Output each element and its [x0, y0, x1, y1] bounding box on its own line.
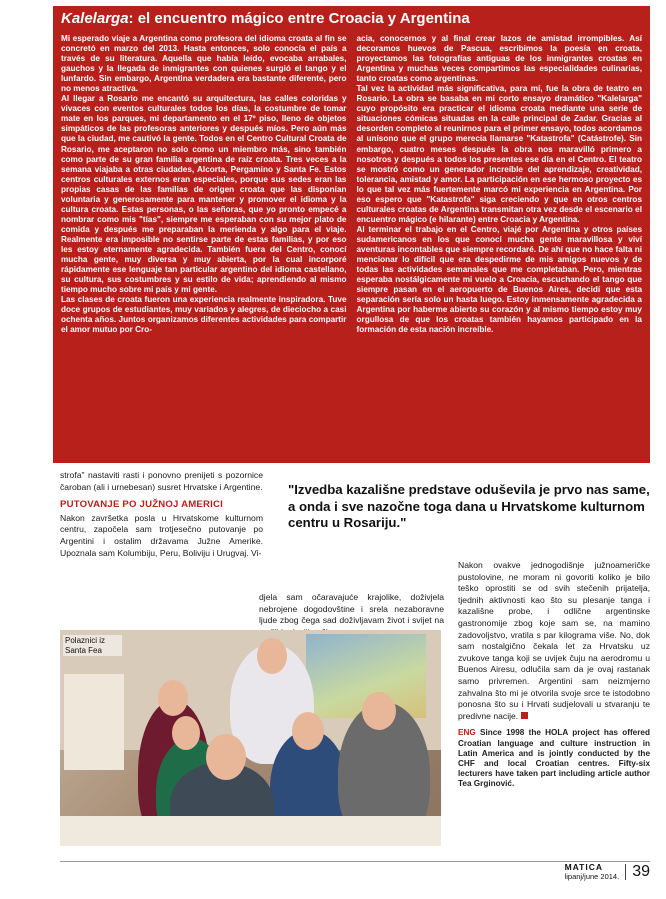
page-number: 39 — [632, 863, 650, 880]
english-summary — [458, 728, 650, 789]
box-title-italic: Kalelarga — [61, 10, 129, 27]
box-column-right — [357, 34, 643, 335]
box-paragraph: Al llegar a Rosario me encantó su arquitectura, las calles coloridas y vivaces con eventos culturales todos los días, la costumbre de tomar mate en los parques, mi departamento en el 17º piso, lleno de objetos simpáticos de las profesoras anteriores y después míos. Pero aún más que la ciudad, me cautivó la gente. Todos en el Centro Cultural Croata de Rosario, me aceptaron no solo como un miembro más, sino también como parte de su gran familia argentina de raíz croata. Tres veces a la semana viajaba a otras ciudades, Alcorta, Pergamino y Santa Fe. Estos centros culturales externos eran especiales, porque sus sedes eran las propias casas de las familias de origen croata que las disponían voluntaria y generosamente para mantener y promover el idioma y la cultura croata. Estas personas, o las señoras, que yo pronto empecé a nombrar como mis "tías", siempre me esperaban con su mejor plato de comida y después me preparaban la merienda y algo para el viaje. Realmente era imposible no sentirse parte de estas familias, y por eso les estoy eternamente agradecida. También fuera del Centro, conocí mucha gente, muy diversa y muy abierta, por la cual incorporé rápidamente ese lenguaje tan particular argentino del idioma castellano, su cultura, sus costumbres y su estilo de vida; aprendiendo al mismo tiempo mucho sobre mi país y mi gente. — [61, 94, 347, 295]
article-paragraph: strofa" nastaviti rasti i ponovno prenijeti s pozornice čaroban (ali i urnebesan) susret Hrvatske i Argentine. — [60, 470, 263, 492]
photo-caption: Polaznici iz Santa Fea — [63, 635, 122, 656]
spanish-article-box — [53, 6, 650, 463]
photo-face — [158, 680, 188, 716]
issue-date: lipanj/june 2014. — [564, 872, 620, 881]
photo-window — [64, 674, 124, 770]
article-paragraph: Nakon završetka posla u Hrvatskome kulturnom centru, započela sam trotjesečno putovanje po Argentini i ostalim državama Južne Amerike. Upoznala sam Kolumbiju, Peru, Boliviju i Urugvaj. Vi- — [60, 512, 263, 558]
eng-label: ENG — [458, 728, 476, 738]
article-column-1 — [60, 470, 263, 565]
footer-divider — [60, 861, 650, 862]
photo-face — [206, 734, 246, 780]
magazine-name: MATICA — [564, 862, 603, 872]
box-title — [61, 10, 642, 28]
footer-magazine — [565, 863, 620, 881]
box-paragraph: Mi esperado viaje a Argentina como profesora del idioma croata al fin se concretó en marzo del 2013. Hasta entonces, solo conocía el país a través de su literatura. Aquella que había leído, evocaba arrabales, gauchos y la llegada de inmigrantes con quienes surgió el tango y el lunfardo. Sin embargo, Argentina verdadera era bastante diferente, pero no menos atractiva. — [61, 34, 347, 94]
box-title-rest: : el encuentro mágico entre Croacia y Argentina — [128, 10, 470, 27]
article-paragraph: djela sam očaravajuće krajolike, doživjela nebrojene dogodovštine i srela nezaboravne ljude zbog čega sad doživljavam život i svijet na — [259, 592, 444, 626]
eng-summary-text: Since 1998 the HOLA project has offered Croatian language and culture instruction in Latin America and is jointly conducted by the CHF and local Croatian centres. Fifty-six lecturers have taken part including article author Tea Grginović. — [458, 728, 650, 789]
pull-quote: "Izvedba kazališne predstave oduševila je prvo nas same, a onda i sve nazočne toga dana u Hrvatskome kulturnom centru u Rosariju." — [288, 482, 650, 530]
box-paragraph: Las clases de croata fueron una experiencia realmente inspiradora. Tuve doce grupos de estudiantes, muy variados y alegres, de dieciocho a casi ochenta años. Juntos organizamos diferentes actividades para compartir el amor mutuo por Cro- — [61, 295, 347, 335]
photo-face — [362, 692, 396, 730]
article-column-3 — [458, 560, 650, 790]
photo-table — [60, 816, 441, 846]
page-footer — [565, 863, 650, 881]
box-columns — [61, 34, 642, 335]
box-paragraph: Tal vez la actividad más significativa, para mí, fue la obra de teatro en Rosario. La obra se basaba en mi corto ensayo dramático "Kalelarga" cuyo propósito era practicar el idioma croata mediante una serie de situaciones cómicas situadas en la calle principal de Zadar. Gracias al desorden completo al reunirnos para el primer ensayo, todos acordamos al unísono que el grupo merecía llamarse "Katastrofa" (Catástrofe). Sin embargo, cuatro meses después la obra nos maravilló primero a nosotros y después a todos los presentes ese día en el Centro. El teatro se mostró como un generador increíble del aprendizaje, creatividad, tolerancia, amistad y amor. La participación en ese hermoso proyecto es lo que tal vez más fuertemente marcó mi experiencia en Argentina. Por eso espero que "Katastrofa" siga creciendo y que en otros centros culturales croatas de Argentina transmitan otra vez desde el escenario el encuentro mágico (e hilarante) entre Croacia y Argentina. — [356, 84, 642, 224]
photo-face — [172, 716, 200, 750]
section-subheading: PUTOVANJE PO JUŽNOJ AMERICI — [60, 499, 224, 511]
box-column-left — [61, 34, 347, 335]
end-of-article-icon — [521, 712, 528, 719]
footer-separator — [625, 864, 626, 880]
group-photo — [60, 630, 441, 846]
box-paragraph: acia, conocernos y al final crear lazos de amistad irrompibles. Así decoramos huevos de Pascua, escribimos la poesía en croata, proyectamos las fotografías antiguas de los inmigrantes croatas en Argentina y muchas veces compartimos las especialidades culinarias, tanto croatas como argentinas. — [356, 34, 642, 84]
article-paragraph: Nakon ovakve jednogodišnje južnoameričke pustolovine, ne moram ni govoriti koliko je bilo teško oprostiti se od svih stečenih prijatelja, tjednih aktivnosti kao što su plesanje tanga i kazališne probe, i odlične argentinske gastronomije zbog koje sam se, na mamino zadovoljstvo, vratila s par kilograma više. No, dok sam nostalgično čekala let za Hrvatsku uz zvukove tanga koji se uvijek čuju na aerodromu u Buenos Airesu, odlučila sam da je ovaj rastanak samo privremen. Argentini sam neizmjerno zahvalna što mi je otvorila svoje srce te istodobno ponosna što su i Hrvati sudjelovali u stvaranju te predivne nacije. — [458, 560, 650, 721]
photo-face — [292, 712, 324, 750]
box-paragraph: Al terminar el trabajo en el Centro, viajé por Argentina y otros países sudamericanos en los que conocí mucha gente maravillosa y viví aventuras incontables que siempre recordaré. De ahí que no hace falta ni mencionar lo difícil que era despedirme de mis amigos nuevos y de todas las actividades semanales que me completaban. Pero, mientras esperaba nostálgicamente mi vuelo a Croacia, escuchando el tango que siempre pasan en el aeropuerto de Buenos Aires, decidí que esta separación sería solo un hasta luego. Estoy inmensamente agradecida a Argentina por haberme abierto su corazón y al mismo tiempo estoy muy orgullosa de que los croatas también hayamos participado en la formación de esta nación increíble. — [356, 224, 642, 335]
photo-face — [257, 638, 287, 674]
